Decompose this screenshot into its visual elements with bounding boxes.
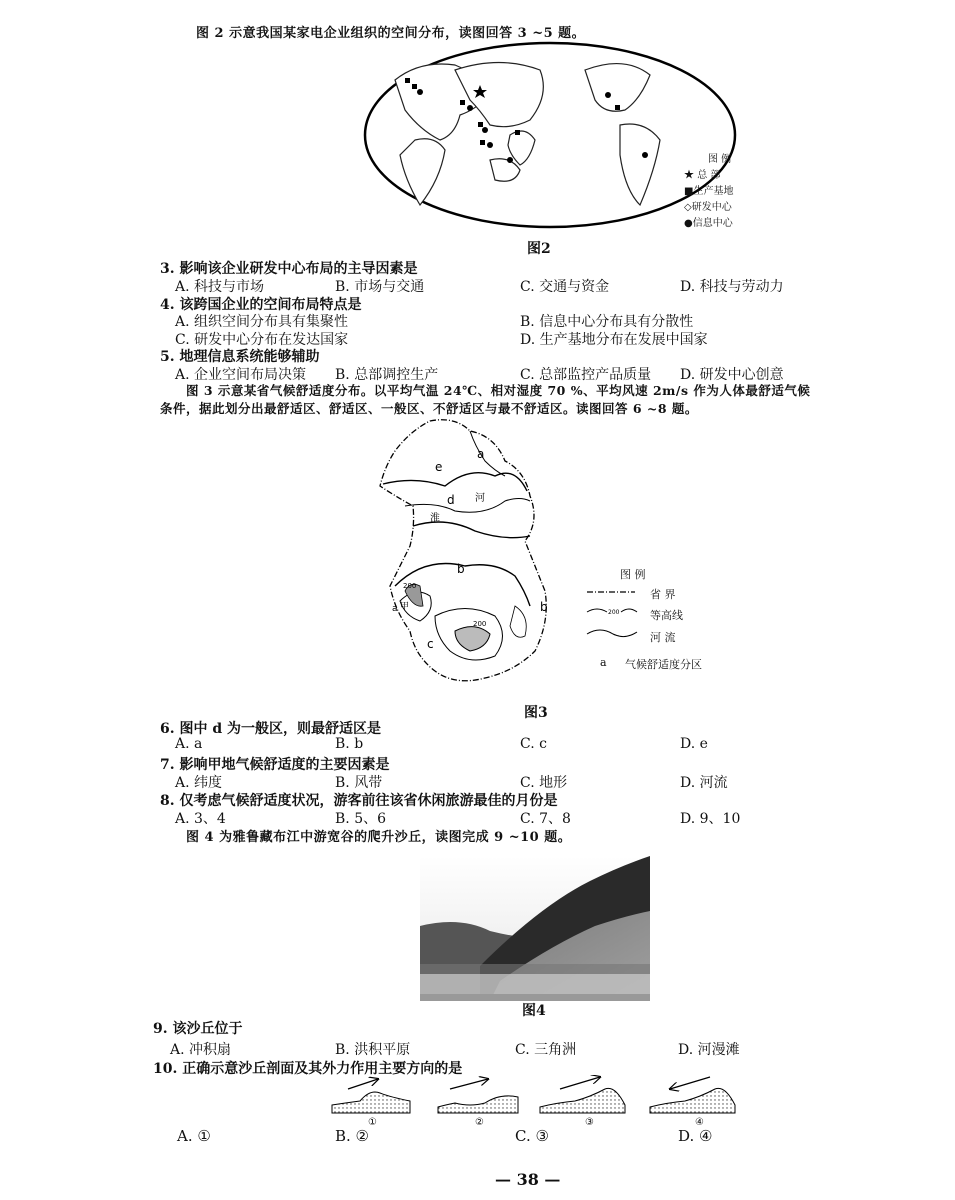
q5-stem: 5. 地理信息系统能够辅助 xyxy=(160,349,320,365)
fig3-intro-line2: 条件，据此划分出最舒适区、舒适区、一般区、不舒适区与最不舒适区。读图回答 6 ~8 题。 xyxy=(160,401,698,416)
q8-option-a: A. 3、4 xyxy=(175,811,226,827)
q6-option-a: A. a xyxy=(175,736,203,752)
map-label-jia: 甲 xyxy=(400,602,410,612)
q8-option-d: D. 9、10 xyxy=(680,811,741,827)
profile-label-2: ② xyxy=(475,1117,484,1128)
fig3-legend-symbols xyxy=(585,586,640,646)
legend-contour-label: 等高线 xyxy=(650,609,683,622)
map-contour-label-1: 200 xyxy=(403,582,417,590)
map-label-e: e xyxy=(435,460,443,474)
dune-profile-1 xyxy=(332,1079,410,1128)
q10-option-d: D. ④ xyxy=(678,1127,713,1145)
diamond-icon: ◇ xyxy=(684,202,692,213)
profile-label-1: ① xyxy=(368,1117,377,1128)
dune-profile-diagrams xyxy=(330,1075,750,1130)
legend-zone-label: 气候舒适度分区 xyxy=(625,658,702,671)
q9-option-c: C. 三角洲 xyxy=(515,1042,577,1058)
map-label-b-center: b xyxy=(457,562,465,576)
map-label-a-north: a xyxy=(477,447,485,461)
dune-profile-4 xyxy=(650,1077,735,1128)
q8-option-c: C. 7、8 xyxy=(520,811,571,827)
q9-option-b: B. 洪积平原 xyxy=(335,1042,411,1058)
map-label-he: 河 xyxy=(475,493,485,504)
q6-stem: 6. 图中 d 为一般区，则最舒适区是 xyxy=(160,721,382,737)
q6-option-d: D. e xyxy=(680,736,708,752)
q7-option-a: A. 纬度 xyxy=(175,775,223,791)
legend-info-item: ●信息中心 xyxy=(684,218,733,229)
province-map-figure xyxy=(375,416,585,691)
dune-profile-2 xyxy=(438,1079,518,1128)
profile-label-3: ③ xyxy=(585,1117,594,1128)
q7-option-d: D. 河流 xyxy=(680,775,728,791)
legend-production-item: ■生产基地 xyxy=(684,186,734,197)
q7-option-b: B. 风带 xyxy=(335,775,383,791)
q7-stem: 7. 影响甲地气候舒适度的主要因素是 xyxy=(160,757,390,773)
map-contour-label-2: 200 xyxy=(473,620,487,628)
dot-icon: ● xyxy=(684,218,693,229)
dune-profile-3 xyxy=(540,1077,625,1128)
q10-option-c: C. ③ xyxy=(515,1127,549,1145)
fig2-legend-title: 图 例 xyxy=(708,154,732,165)
fig2-caption: 图2 xyxy=(527,241,551,257)
q10-stem: 10. 正确示意沙丘剖面及其外力作用主要方向的是 xyxy=(153,1061,463,1077)
q4-option-a: A. 组织空间分布具有集聚性 xyxy=(175,314,349,330)
star-icon: ★ xyxy=(684,170,694,181)
q8-stem: 8. 仅考虑气候舒适度状况，游客前往该省休闲旅游最佳的月份是 xyxy=(160,793,558,809)
q9-option-a: A. 冲积扇 xyxy=(170,1042,232,1058)
q6-option-b: B. b xyxy=(335,736,364,752)
q8-option-b: B. 5、6 xyxy=(335,811,387,827)
q5-option-c: C. 总部监控产品质量 xyxy=(520,367,652,383)
q3-option-d: D. 科技与劳动力 xyxy=(680,279,784,295)
q10-option-a: A. ① xyxy=(177,1127,211,1145)
fig2-intro: 图 2 示意我国某家电企业组织的空间分布，读图回答 3 ~5 题。 xyxy=(196,26,586,41)
q3-option-b: B. 市场与交通 xyxy=(335,279,425,295)
q4-option-d: D. 生产基地分布在发展中国家 xyxy=(520,332,708,348)
fig3-legend-title: 图 例 xyxy=(620,568,646,581)
q4-option-b: B. 信息中心分布具有分散性 xyxy=(520,314,694,330)
q9-option-d: D. 河漫滩 xyxy=(678,1042,740,1058)
map-label-a-south: a xyxy=(392,604,398,614)
legend-rd-item: ◇研发中心 xyxy=(684,202,732,213)
legend-zone-symbol: a xyxy=(600,656,607,669)
q4-stem: 4. 该跨国企业的空间布局特点是 xyxy=(160,297,362,313)
profile-label-4: ④ xyxy=(695,1117,704,1128)
fig3-caption: 图3 xyxy=(524,705,548,721)
world-map-figure xyxy=(360,40,740,235)
map-label-b-east: b xyxy=(540,600,548,614)
map-label-c: c xyxy=(427,637,434,651)
q10-option-b: B. ② xyxy=(335,1127,370,1145)
q5-option-d: D. 研发中心创意 xyxy=(680,367,784,383)
legend-border-label: 省 界 xyxy=(650,588,676,601)
q3-option-a: A. 科技与市场 xyxy=(175,279,265,295)
sand-dune-photo xyxy=(420,856,650,1001)
q4-option-c: C. 研发中心分布在发达国家 xyxy=(175,332,349,348)
q5-option-a: A. 企业空间布局决策 xyxy=(175,367,307,383)
legend-contour-value: 200 xyxy=(608,609,620,616)
q3-option-c: C. 交通与资金 xyxy=(520,279,610,295)
map-label-huai: 淮 xyxy=(430,513,440,524)
q7-option-c: C. 地形 xyxy=(520,775,568,791)
fig4-caption: 图4 xyxy=(522,1003,546,1019)
q3-stem: 3. 影响该企业研发中心布局的主导因素是 xyxy=(160,261,418,277)
legend-river-label: 河 流 xyxy=(650,631,676,644)
legend-hq-item: ★ 总 部 xyxy=(684,170,721,181)
q5-option-b: B. 总部调控生产 xyxy=(335,367,439,383)
fig4-intro: 图 4 为雅鲁藏布江中游宽谷的爬升沙丘，读图完成 9 ~10 题。 xyxy=(186,830,572,845)
fig3-intro-line1: 图 3 示意某省气候舒适度分布。以平均气温 24℃、相对湿度 70 %、平均风速 2m/s 作为人体最舒适气候 xyxy=(186,383,811,398)
map-label-d: d xyxy=(447,493,455,507)
page-number: — 38 — xyxy=(495,1170,561,1189)
q6-option-c: C. c xyxy=(520,736,547,752)
square-icon: ■ xyxy=(684,186,694,197)
q9-stem: 9. 该沙丘位于 xyxy=(153,1021,243,1037)
